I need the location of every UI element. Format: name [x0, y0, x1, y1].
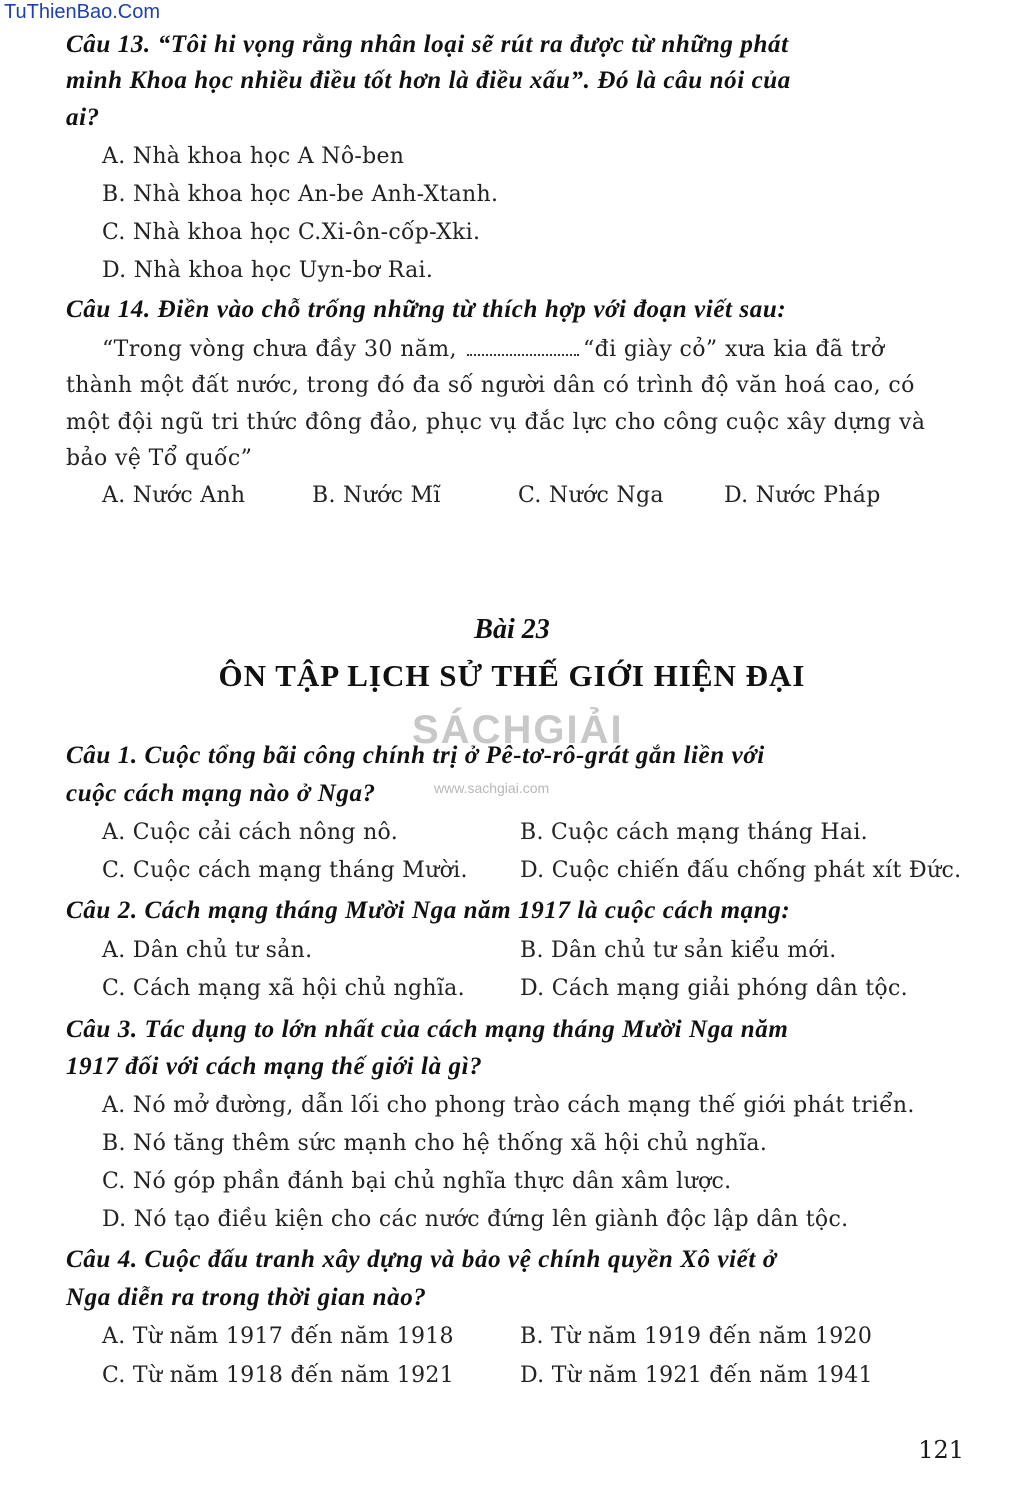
- question-14-quote-line-3: một đội ngũ tri thức đông đảo, phục vụ đắc lực cho công cuộc xây dựng và: [66, 410, 926, 435]
- question-13-option-c: C. Nhà khoa học C.Xi-ôn-cốp-Xki.: [102, 220, 481, 245]
- lesson-question-2-option-d: D. Cách mạng giải phóng dân tộc.: [520, 976, 908, 1001]
- question-14-option-a: A. Nước Anh: [102, 483, 246, 508]
- watermark-logo: SÁCHGIẢI: [412, 708, 624, 752]
- question-13-option-b: B. Nhà khoa học An-be Anh-Xtanh.: [102, 182, 499, 207]
- lesson-question-1-option-c: C. Cuộc cách mạng tháng Mười.: [102, 858, 468, 883]
- lesson-question-3-line-2: 1917 đối với cách mạng thế giới là gì?: [66, 1053, 483, 1080]
- lesson-question-1-option-b: B. Cuộc cách mạng tháng Hai.: [520, 820, 868, 845]
- lesson-question-3-option-c: C. Nó góp phần đánh bại chủ nghĩa thực dân xâm lược.: [102, 1169, 732, 1194]
- quote-start: “Trong vòng chưa đầy 30 năm,: [102, 337, 457, 362]
- lesson-question-1-option-a: A. Cuộc cải cách nông nô.: [102, 820, 399, 845]
- lesson-question-3-option-d: D. Nó tạo điều kiện cho các nước đứng lên giành độc lập dân tộc.: [102, 1207, 849, 1232]
- question-13-line-3: ai?: [66, 104, 100, 131]
- lesson-question-1-line-2: cuộc cách mạng nào ở Nga?: [66, 780, 376, 807]
- question-13-line-1: Câu 13. “Tôi hi vọng rằng nhân loại sẽ rút ra được từ những phát: [66, 31, 789, 58]
- lesson-question-1-line-1: Câu 1. Cuộc tổng bãi công chính trị ở Pê-tơ-rô-grát gắn liền với: [66, 742, 765, 769]
- lesson-question-2-option-c: C. Cách mạng xã hội chủ nghĩa.: [102, 976, 465, 1001]
- lesson-question-2-option-b: B. Dân chủ tư sản kiểu mới.: [520, 938, 837, 963]
- lesson-question-4-option-a: A. Từ năm 1917 đến năm 1918: [102, 1324, 454, 1349]
- question-14-title: Câu 14. Điền vào chỗ trống những từ thích hợp với đoạn viết sau:: [66, 296, 787, 323]
- question-13-option-a: A. Nhà khoa học A Nô-ben: [102, 144, 405, 169]
- lesson-question-3-line-1: Câu 3. Tác dụng to lớn nhất của cách mạng tháng Mười Nga năm: [66, 1016, 789, 1043]
- fill-in-blank: [467, 338, 579, 356]
- question-14-option-b: B. Nước Mĩ: [312, 483, 441, 508]
- lesson-question-2-title: Câu 2. Cách mạng tháng Mười Nga năm 1917 là cuộc cách mạng:: [66, 897, 791, 924]
- quote-after-blank: “đi giày cỏ” xưa kia đã trở: [582, 337, 885, 362]
- lesson-question-3-option-a: A. Nó mở đường, dẫn lối cho phong trào cách mạng thế giới phát triển.: [102, 1093, 915, 1118]
- question-14-quote-line-2: thành một đất nước, trong đó đa số người dân có trình độ văn hoá cao, có: [66, 373, 915, 398]
- lesson-question-4-option-c: C. Từ năm 1918 đến năm 1921: [102, 1363, 455, 1388]
- question-13-line-2: minh Khoa học nhiều điều tốt hơn là điều xấu”. Đó là câu nói của: [66, 67, 791, 94]
- lesson-question-4-line-2: Nga diễn ra trong thời gian nào?: [66, 1284, 427, 1311]
- question-14-option-d: D. Nước Pháp: [724, 483, 881, 508]
- lesson-question-2-option-a: A. Dân chủ tư sản.: [102, 938, 313, 963]
- question-14-option-c: C. Nước Nga: [518, 483, 664, 508]
- lesson-title: ÔN TẬP LỊCH SỬ THẾ GIỚI HIỆN ĐẠI: [218, 658, 806, 693]
- question-14-quote-line-4: bảo vệ Tổ quốc”: [66, 446, 253, 471]
- lesson-question-4-line-1: Câu 4. Cuộc đấu tranh xây dựng và bảo vệ chính quyền Xô viết ở: [66, 1246, 777, 1273]
- lesson-question-1-option-d: D. Cuộc chiến đấu chống phát xít Đức.: [520, 858, 962, 883]
- page-number: 121: [918, 1436, 964, 1464]
- question-14-quote-line-1: [102, 337, 885, 362]
- watermark-url: www.sachgiai.com: [434, 780, 550, 796]
- site-watermark-label: TuThienBao.Com: [0, 0, 164, 25]
- lesson-number: Bài 23: [474, 614, 550, 645]
- lesson-question-3-option-b: B. Nó tăng thêm sức mạnh cho hệ thống xã hội chủ nghĩa.: [102, 1131, 768, 1156]
- question-13-option-d: D. Nhà khoa học Uyn-bơ Rai.: [102, 258, 434, 283]
- lesson-question-4-option-b: B. Từ năm 1919 đến năm 1920: [520, 1324, 873, 1349]
- lesson-question-4-option-d: D. Từ năm 1921 đến năm 1941: [520, 1363, 873, 1388]
